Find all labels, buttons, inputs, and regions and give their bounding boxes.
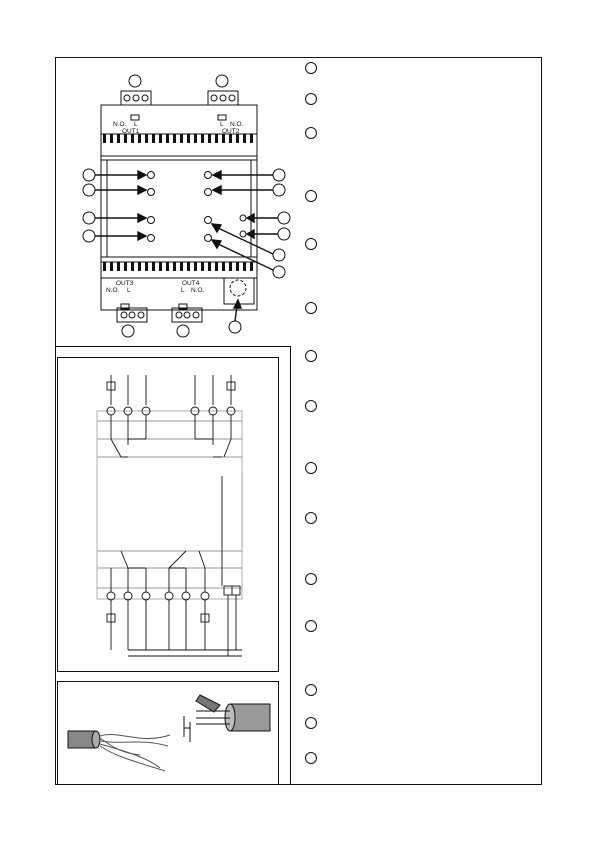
bottom-left-out-label: OUT3 [116,280,134,287]
callout-circle [305,350,317,362]
top-left-out-label: OUT1 [122,128,140,135]
bottom-left-no-label: N.O. [106,287,120,294]
callout-circle [305,752,317,764]
callout-circle [305,620,317,632]
callout-circle [305,302,317,314]
bottom-right-out-label: OUT4 [182,280,200,287]
callout-circle [305,512,317,524]
top-right-l-label: L [220,121,224,128]
callout-circle [305,573,317,585]
callout-circle [305,462,317,474]
bottom-right-l-label: L [181,287,185,294]
top-left-no-label: N.O. [113,121,127,128]
callout-circle [305,190,317,202]
bottom-left-l-label: L [127,287,131,294]
top-right-no-label: N.O. [230,121,244,128]
callout-circle [305,93,317,105]
top-left-l-label: L [134,121,138,128]
callout-circle [305,684,317,696]
callout-circle [305,238,317,250]
callout-circle [305,717,317,729]
bottom-right-no-label: N.O. [191,287,205,294]
callout-circle [305,62,317,74]
top-right-out-label: OUT2 [222,128,240,135]
callout-circle [305,127,317,139]
callout-circle [305,400,317,412]
